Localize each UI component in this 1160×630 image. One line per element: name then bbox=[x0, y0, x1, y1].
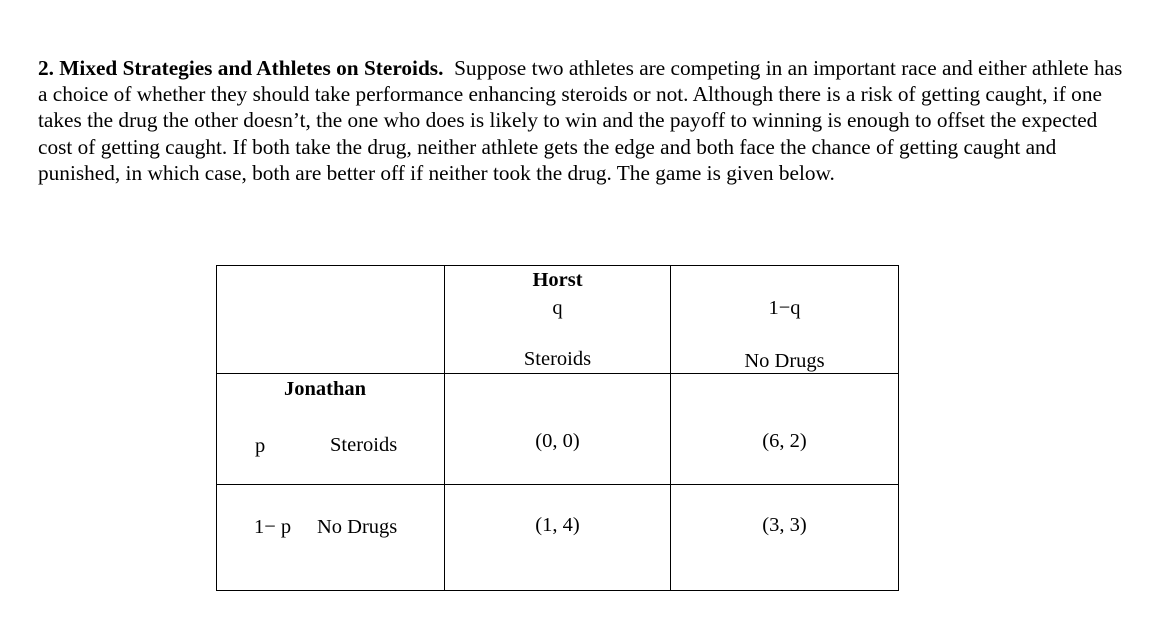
row-player-name: Jonathan bbox=[284, 378, 367, 400]
row-strategy-no-drugs: No Drugs bbox=[317, 516, 398, 538]
problem-body: Suppose two athletes are competing in an important race and either athlete has a choice of whether they should take performance enhancing steroids or not. Although there is a risk of getting caught, if one takes the drug the other doesn’t, the one who does is likely to win and the payoff to winning is enough to offset the expected cost of getting caught. If both take the drug, neither athlete gets the edge and both face the chance of getting caught and punished, in which case, both are better off if neither took the drug. The game is given below. bbox=[38, 56, 1123, 185]
payoff-matrix bbox=[216, 265, 899, 591]
column-player-name: Horst bbox=[532, 269, 583, 291]
row-prob-p: p bbox=[255, 435, 266, 457]
payoff-value: (1, 4) bbox=[535, 514, 580, 536]
payoff-value: (0, 0) bbox=[535, 430, 580, 452]
column-header-steroids bbox=[445, 266, 671, 374]
column-prob-one-minus-q: 1−q bbox=[768, 297, 801, 319]
payoff-value: (3, 3) bbox=[762, 514, 807, 536]
column-strategy-steroids: Steroids bbox=[523, 348, 592, 370]
problem-heading: 2. Mixed Strategies and Athletes on Steroids. bbox=[38, 56, 444, 80]
payoff-cell-steroids-steroids bbox=[445, 374, 671, 485]
column-prob-q: q bbox=[552, 297, 563, 319]
column-header-no-drugs bbox=[671, 266, 899, 374]
payoff-value: (6, 2) bbox=[762, 430, 807, 452]
row-header-no-drugs bbox=[217, 485, 445, 591]
payoff-cell-no-drugs-steroids bbox=[445, 485, 671, 591]
column-strategy-no-drugs: No Drugs bbox=[744, 350, 825, 372]
row-header-steroids bbox=[217, 374, 445, 485]
problem-paragraph bbox=[38, 55, 1123, 186]
row-prob-one-minus-p: 1− p bbox=[254, 516, 292, 538]
payoff-cell-no-drugs-no-drugs bbox=[671, 485, 899, 591]
row-strategy-steroids: Steroids bbox=[330, 434, 398, 456]
payoff-cell-steroids-no-drugs bbox=[671, 374, 899, 485]
matrix-corner-cell bbox=[217, 266, 445, 374]
